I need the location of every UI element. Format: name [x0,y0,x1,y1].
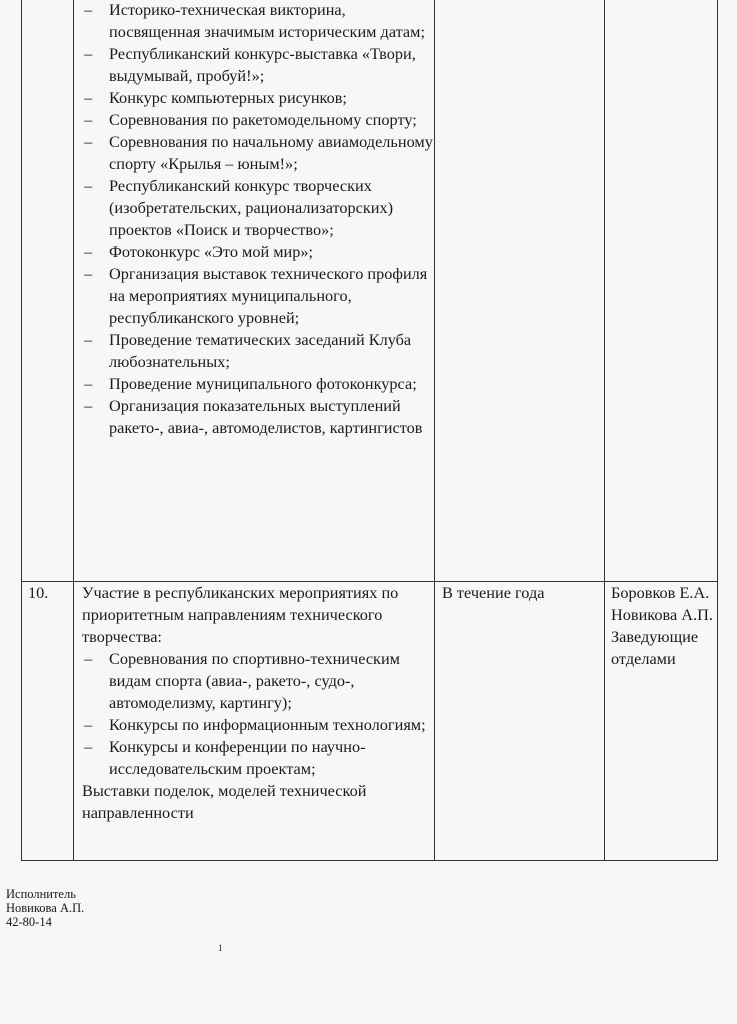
responsible-person: Новикова А.П. [611,605,713,624]
executor-name: Новикова А.П. [6,901,85,915]
term-cell: В течение года [435,582,605,861]
term-cell [435,0,605,582]
list-item: – Проведение тематических заседаний Клуба любознательных; [82,329,434,373]
row-number: 10. [22,582,74,861]
list-item: – Фотоконкурс «Это мой мир»; [82,241,434,263]
list-item: – Конкурсы по информационным технологиям; [82,714,434,736]
responsible-cell [605,0,718,582]
executor-phone: 42-80-14 [6,915,52,929]
responsible-person: Боровков Е.А. [611,583,710,602]
activity-list [82,648,434,780]
list-item: – Историко-техническая викторина, посвященная значимым историческим датам; [82,0,434,43]
activity-cell [74,0,435,582]
responsible-person: Заведующие отделами [611,627,699,668]
list-item: – Организация показательных выступлений ракето-, авиа-, автомоделистов, картингистов [82,395,434,439]
list-item: – Организация выставок технического профиля на мероприятиях муниципального, республиканского уровней; [82,263,434,329]
activities-table [21,0,718,861]
list-item: – Соревнования по начальному авиамодельному спорту «Крылья – юным!»; [82,131,434,175]
row-number [22,0,74,582]
activity-list [82,0,434,439]
list-item: – Соревнования по ракетомодельному спорту; [82,109,434,131]
responsible-cell [605,582,718,861]
list-item: – Проведение муниципального фотоконкурса; [82,373,434,395]
table-row [22,582,718,861]
list-item: – Республиканский конкурс творческих (изобретательских, рационализаторских) проектов «Поиск и творчество»; [82,175,434,241]
list-item: – Соревнования по спортивно-техническим видам спорта (авиа-, ракето-, судо-, автомоделизму, картингу); [82,648,434,714]
executor-footer [6,887,84,929]
table-row [22,0,718,582]
activity-outro: Выставки поделок, моделей технической направленности [82,781,367,822]
executor-role: Исполнитель [6,887,76,901]
activity-cell [74,582,435,861]
activity-intro: Участие в республиканских мероприятиях по приоритетным направлениям технического творчества: [82,583,399,646]
list-item: – Конкурс компьютерных рисунков; [82,87,434,109]
page-mark: 1 [218,943,223,953]
list-item: – Республиканский конкурс-выставка «Твори, выдумывай, пробуй!»; [82,43,434,87]
list-item: – Конкурсы и конференции по научно-исследовательским проектам; [82,736,434,780]
